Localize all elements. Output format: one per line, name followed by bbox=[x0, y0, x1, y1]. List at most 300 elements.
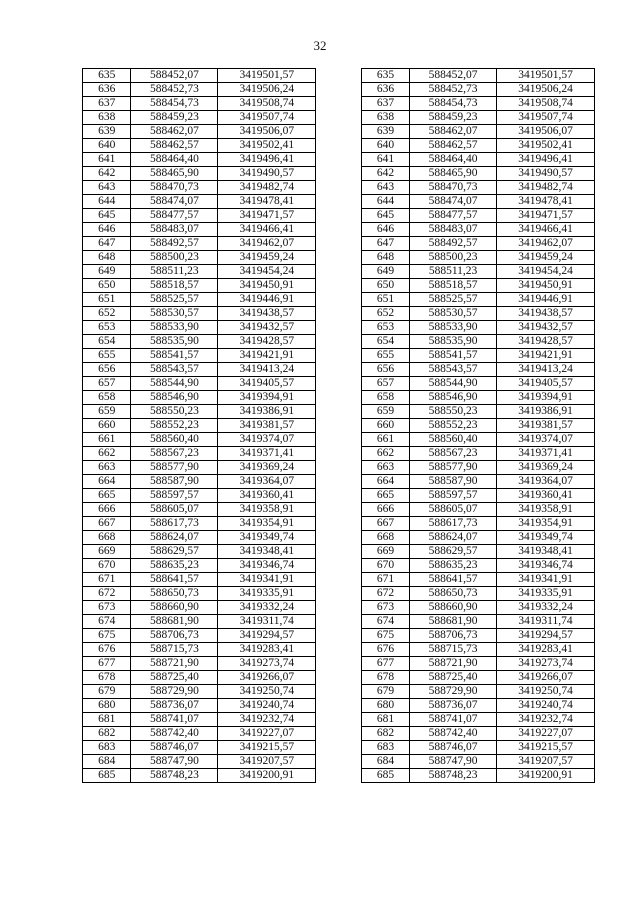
right-x-coordinate-cell: 588470,73 bbox=[410, 181, 497, 195]
left-point-number-cell: 663 bbox=[83, 461, 131, 475]
right-point-number-cell: 668 bbox=[361, 531, 409, 545]
left-y-coordinate-cell: 3419459,24 bbox=[218, 251, 316, 265]
right-x-coordinate-cell: 588597,57 bbox=[410, 489, 497, 503]
right-y-coordinate-cell: 3419405,57 bbox=[497, 377, 595, 391]
right-y-coordinate-cell: 3419227,07 bbox=[497, 727, 595, 741]
right-point-number-cell: 669 bbox=[361, 545, 409, 559]
right-y-coordinate-cell: 3419466,41 bbox=[497, 223, 595, 237]
left-y-coordinate-cell: 3419471,57 bbox=[218, 209, 316, 223]
left-point-number-cell: 645 bbox=[83, 209, 131, 223]
column-gap bbox=[316, 657, 361, 671]
right-point-number-cell: 676 bbox=[361, 643, 409, 657]
right-x-coordinate-cell: 588624,07 bbox=[410, 531, 497, 545]
left-x-coordinate-cell: 588530,57 bbox=[131, 307, 218, 321]
left-x-coordinate-cell: 588552,23 bbox=[131, 419, 218, 433]
left-x-coordinate-cell: 588454,73 bbox=[131, 97, 218, 111]
left-point-number-cell: 681 bbox=[83, 713, 131, 727]
left-x-coordinate-cell: 588715,73 bbox=[131, 643, 218, 657]
right-x-coordinate-cell: 588552,23 bbox=[410, 419, 497, 433]
table-row bbox=[83, 629, 595, 643]
left-point-number-cell: 665 bbox=[83, 489, 131, 503]
right-point-number-cell: 662 bbox=[361, 447, 409, 461]
left-x-coordinate-cell: 588567,23 bbox=[131, 447, 218, 461]
table-row bbox=[83, 419, 595, 433]
right-y-coordinate-cell: 3419446,91 bbox=[497, 293, 595, 307]
right-point-number-cell: 648 bbox=[361, 251, 409, 265]
left-point-number-cell: 668 bbox=[83, 531, 131, 545]
left-x-coordinate-cell: 588483,07 bbox=[131, 223, 218, 237]
right-y-coordinate-cell: 3419413,24 bbox=[497, 363, 595, 377]
right-point-number-cell: 656 bbox=[361, 363, 409, 377]
column-gap bbox=[316, 559, 361, 573]
left-x-coordinate-cell: 588597,57 bbox=[131, 489, 218, 503]
right-y-coordinate-cell: 3419506,24 bbox=[497, 83, 595, 97]
column-gap bbox=[316, 321, 361, 335]
right-y-coordinate-cell: 3419200,91 bbox=[497, 769, 595, 783]
right-x-coordinate-cell: 588462,07 bbox=[410, 125, 497, 139]
column-gap bbox=[316, 69, 361, 83]
right-point-number-cell: 674 bbox=[361, 615, 409, 629]
right-point-number-cell: 671 bbox=[361, 573, 409, 587]
table-row bbox=[83, 335, 595, 349]
table-row bbox=[83, 461, 595, 475]
column-gap bbox=[316, 293, 361, 307]
left-x-coordinate-cell: 588462,07 bbox=[131, 125, 218, 139]
left-y-coordinate-cell: 3419394,91 bbox=[218, 391, 316, 405]
left-point-number-cell: 669 bbox=[83, 545, 131, 559]
left-point-number-cell: 657 bbox=[83, 377, 131, 391]
right-y-coordinate-cell: 3419507,74 bbox=[497, 111, 595, 125]
right-point-number-cell: 635 bbox=[361, 69, 409, 83]
left-point-number-cell: 677 bbox=[83, 657, 131, 671]
left-point-number-cell: 682 bbox=[83, 727, 131, 741]
right-x-coordinate-cell: 588715,73 bbox=[410, 643, 497, 657]
left-point-number-cell: 675 bbox=[83, 629, 131, 643]
right-x-coordinate-cell: 588641,57 bbox=[410, 573, 497, 587]
column-gap bbox=[316, 335, 361, 349]
table-row bbox=[83, 349, 595, 363]
left-y-coordinate-cell: 3419478,41 bbox=[218, 195, 316, 209]
left-x-coordinate-cell: 588464,40 bbox=[131, 153, 218, 167]
coordinates-table bbox=[82, 68, 595, 783]
right-x-coordinate-cell: 588736,07 bbox=[410, 699, 497, 713]
left-point-number-cell: 662 bbox=[83, 447, 131, 461]
left-y-coordinate-cell: 3419332,24 bbox=[218, 601, 316, 615]
right-x-coordinate-cell: 588543,57 bbox=[410, 363, 497, 377]
left-x-coordinate-cell: 588577,90 bbox=[131, 461, 218, 475]
left-y-coordinate-cell: 3419266,07 bbox=[218, 671, 316, 685]
left-x-coordinate-cell: 588518,57 bbox=[131, 279, 218, 293]
right-y-coordinate-cell: 3419266,07 bbox=[497, 671, 595, 685]
left-y-coordinate-cell: 3419506,07 bbox=[218, 125, 316, 139]
right-y-coordinate-cell: 3419294,57 bbox=[497, 629, 595, 643]
left-y-coordinate-cell: 3419438,57 bbox=[218, 307, 316, 321]
right-y-coordinate-cell: 3419348,41 bbox=[497, 545, 595, 559]
left-y-coordinate-cell: 3419341,91 bbox=[218, 573, 316, 587]
left-y-coordinate-cell: 3419496,41 bbox=[218, 153, 316, 167]
left-x-coordinate-cell: 588629,57 bbox=[131, 545, 218, 559]
table-row bbox=[83, 307, 595, 321]
table-row bbox=[83, 181, 595, 195]
right-point-number-cell: 660 bbox=[361, 419, 409, 433]
column-gap bbox=[316, 741, 361, 755]
table-row bbox=[83, 489, 595, 503]
column-gap bbox=[316, 461, 361, 475]
right-x-coordinate-cell: 588452,73 bbox=[410, 83, 497, 97]
table-row bbox=[83, 531, 595, 545]
left-point-number-cell: 674 bbox=[83, 615, 131, 629]
right-x-coordinate-cell: 588459,23 bbox=[410, 111, 497, 125]
right-x-coordinate-cell: 588560,40 bbox=[410, 433, 497, 447]
left-point-number-cell: 678 bbox=[83, 671, 131, 685]
left-point-number-cell: 660 bbox=[83, 419, 131, 433]
right-x-coordinate-cell: 588681,90 bbox=[410, 615, 497, 629]
left-y-coordinate-cell: 3419358,91 bbox=[218, 503, 316, 517]
table-row bbox=[83, 405, 595, 419]
left-x-coordinate-cell: 588746,07 bbox=[131, 741, 218, 755]
right-x-coordinate-cell: 588587,90 bbox=[410, 475, 497, 489]
right-y-coordinate-cell: 3419232,74 bbox=[497, 713, 595, 727]
column-gap bbox=[316, 111, 361, 125]
right-point-number-cell: 647 bbox=[361, 237, 409, 251]
left-x-coordinate-cell: 588535,90 bbox=[131, 335, 218, 349]
table-row bbox=[83, 209, 595, 223]
right-y-coordinate-cell: 3419438,57 bbox=[497, 307, 595, 321]
right-point-number-cell: 651 bbox=[361, 293, 409, 307]
column-gap bbox=[316, 489, 361, 503]
left-y-coordinate-cell: 3419273,74 bbox=[218, 657, 316, 671]
table-row bbox=[83, 363, 595, 377]
left-point-number-cell: 642 bbox=[83, 167, 131, 181]
right-x-coordinate-cell: 588605,07 bbox=[410, 503, 497, 517]
left-x-coordinate-cell: 588462,57 bbox=[131, 139, 218, 153]
right-point-number-cell: 658 bbox=[361, 391, 409, 405]
left-point-number-cell: 656 bbox=[83, 363, 131, 377]
right-y-coordinate-cell: 3419421,91 bbox=[497, 349, 595, 363]
column-gap bbox=[316, 517, 361, 531]
left-point-number-cell: 670 bbox=[83, 559, 131, 573]
left-x-coordinate-cell: 588452,07 bbox=[131, 69, 218, 83]
table-row bbox=[83, 265, 595, 279]
left-y-coordinate-cell: 3419446,91 bbox=[218, 293, 316, 307]
right-point-number-cell: 685 bbox=[361, 769, 409, 783]
left-x-coordinate-cell: 588465,90 bbox=[131, 167, 218, 181]
table-row bbox=[83, 769, 595, 783]
column-gap bbox=[316, 405, 361, 419]
right-y-coordinate-cell: 3419360,41 bbox=[497, 489, 595, 503]
left-point-number-cell: 648 bbox=[83, 251, 131, 265]
left-x-coordinate-cell: 588706,73 bbox=[131, 629, 218, 643]
table-row bbox=[83, 685, 595, 699]
right-y-coordinate-cell: 3419283,41 bbox=[497, 643, 595, 657]
right-x-coordinate-cell: 588452,07 bbox=[410, 69, 497, 83]
left-point-number-cell: 646 bbox=[83, 223, 131, 237]
left-x-coordinate-cell: 588605,07 bbox=[131, 503, 218, 517]
column-gap bbox=[316, 503, 361, 517]
right-point-number-cell: 672 bbox=[361, 587, 409, 601]
right-y-coordinate-cell: 3419450,91 bbox=[497, 279, 595, 293]
column-gap bbox=[316, 83, 361, 97]
right-point-number-cell: 667 bbox=[361, 517, 409, 531]
left-y-coordinate-cell: 3419413,24 bbox=[218, 363, 316, 377]
left-y-coordinate-cell: 3419462,07 bbox=[218, 237, 316, 251]
left-y-coordinate-cell: 3419354,91 bbox=[218, 517, 316, 531]
left-y-coordinate-cell: 3419490,57 bbox=[218, 167, 316, 181]
left-y-coordinate-cell: 3419374,07 bbox=[218, 433, 316, 447]
column-gap bbox=[316, 601, 361, 615]
left-x-coordinate-cell: 588550,23 bbox=[131, 405, 218, 419]
right-y-coordinate-cell: 3419459,24 bbox=[497, 251, 595, 265]
left-x-coordinate-cell: 588477,57 bbox=[131, 209, 218, 223]
right-x-coordinate-cell: 588462,57 bbox=[410, 139, 497, 153]
left-y-coordinate-cell: 3419506,24 bbox=[218, 83, 316, 97]
right-y-coordinate-cell: 3419346,74 bbox=[497, 559, 595, 573]
right-y-coordinate-cell: 3419335,91 bbox=[497, 587, 595, 601]
column-gap bbox=[316, 573, 361, 587]
right-point-number-cell: 640 bbox=[361, 139, 409, 153]
right-y-coordinate-cell: 3419502,41 bbox=[497, 139, 595, 153]
left-point-number-cell: 635 bbox=[83, 69, 131, 83]
column-gap bbox=[316, 587, 361, 601]
right-x-coordinate-cell: 588567,23 bbox=[410, 447, 497, 461]
left-x-coordinate-cell: 588742,40 bbox=[131, 727, 218, 741]
left-x-coordinate-cell: 588681,90 bbox=[131, 615, 218, 629]
table-row bbox=[83, 167, 595, 181]
column-gap bbox=[316, 475, 361, 489]
table-row bbox=[83, 223, 595, 237]
left-x-coordinate-cell: 588741,07 bbox=[131, 713, 218, 727]
left-x-coordinate-cell: 588546,90 bbox=[131, 391, 218, 405]
left-y-coordinate-cell: 3419227,07 bbox=[218, 727, 316, 741]
right-point-number-cell: 664 bbox=[361, 475, 409, 489]
left-point-number-cell: 636 bbox=[83, 83, 131, 97]
left-y-coordinate-cell: 3419207,57 bbox=[218, 755, 316, 769]
left-x-coordinate-cell: 588525,57 bbox=[131, 293, 218, 307]
left-y-coordinate-cell: 3419349,74 bbox=[218, 531, 316, 545]
right-x-coordinate-cell: 588629,57 bbox=[410, 545, 497, 559]
left-y-coordinate-cell: 3419250,74 bbox=[218, 685, 316, 699]
left-point-number-cell: 680 bbox=[83, 699, 131, 713]
left-point-number-cell: 658 bbox=[83, 391, 131, 405]
right-point-number-cell: 638 bbox=[361, 111, 409, 125]
column-gap bbox=[316, 209, 361, 223]
right-point-number-cell: 657 bbox=[361, 377, 409, 391]
right-y-coordinate-cell: 3419506,07 bbox=[497, 125, 595, 139]
table-row bbox=[83, 699, 595, 713]
column-gap bbox=[316, 447, 361, 461]
column-gap bbox=[316, 125, 361, 139]
right-point-number-cell: 649 bbox=[361, 265, 409, 279]
column-gap bbox=[316, 195, 361, 209]
right-x-coordinate-cell: 588650,73 bbox=[410, 587, 497, 601]
table-row bbox=[83, 97, 595, 111]
right-point-number-cell: 665 bbox=[361, 489, 409, 503]
right-x-coordinate-cell: 588464,40 bbox=[410, 153, 497, 167]
table-row bbox=[83, 279, 595, 293]
right-y-coordinate-cell: 3419341,91 bbox=[497, 573, 595, 587]
right-x-coordinate-cell: 588465,90 bbox=[410, 167, 497, 181]
left-x-coordinate-cell: 588500,23 bbox=[131, 251, 218, 265]
page-number: 32 bbox=[313, 38, 327, 53]
column-gap bbox=[316, 419, 361, 433]
right-y-coordinate-cell: 3419354,91 bbox=[497, 517, 595, 531]
right-y-coordinate-cell: 3419462,07 bbox=[497, 237, 595, 251]
left-x-coordinate-cell: 588748,23 bbox=[131, 769, 218, 783]
table-row bbox=[83, 83, 595, 97]
left-y-coordinate-cell: 3419428,57 bbox=[218, 335, 316, 349]
left-point-number-cell: 638 bbox=[83, 111, 131, 125]
left-y-coordinate-cell: 3419215,57 bbox=[218, 741, 316, 755]
left-x-coordinate-cell: 588544,90 bbox=[131, 377, 218, 391]
left-point-number-cell: 650 bbox=[83, 279, 131, 293]
left-y-coordinate-cell: 3419360,41 bbox=[218, 489, 316, 503]
left-y-coordinate-cell: 3419283,41 bbox=[218, 643, 316, 657]
right-point-number-cell: 645 bbox=[361, 209, 409, 223]
right-point-number-cell: 681 bbox=[361, 713, 409, 727]
right-x-coordinate-cell: 588533,90 bbox=[410, 321, 497, 335]
right-x-coordinate-cell: 588483,07 bbox=[410, 223, 497, 237]
table-row bbox=[83, 503, 595, 517]
column-gap bbox=[316, 307, 361, 321]
right-x-coordinate-cell: 588525,57 bbox=[410, 293, 497, 307]
left-y-coordinate-cell: 3419294,57 bbox=[218, 629, 316, 643]
right-x-coordinate-cell: 588725,40 bbox=[410, 671, 497, 685]
column-gap bbox=[316, 769, 361, 783]
column-gap bbox=[316, 251, 361, 265]
left-point-number-cell: 679 bbox=[83, 685, 131, 699]
column-gap bbox=[316, 699, 361, 713]
right-y-coordinate-cell: 3419454,24 bbox=[497, 265, 595, 279]
right-point-number-cell: 650 bbox=[361, 279, 409, 293]
table-row bbox=[83, 559, 595, 573]
column-gap bbox=[316, 153, 361, 167]
left-point-number-cell: 672 bbox=[83, 587, 131, 601]
left-x-coordinate-cell: 588725,40 bbox=[131, 671, 218, 685]
right-y-coordinate-cell: 3419508,74 bbox=[497, 97, 595, 111]
right-point-number-cell: 683 bbox=[361, 741, 409, 755]
left-x-coordinate-cell: 588511,23 bbox=[131, 265, 218, 279]
right-x-coordinate-cell: 588546,90 bbox=[410, 391, 497, 405]
column-gap bbox=[316, 685, 361, 699]
left-x-coordinate-cell: 588470,73 bbox=[131, 181, 218, 195]
left-x-coordinate-cell: 588459,23 bbox=[131, 111, 218, 125]
left-y-coordinate-cell: 3419501,57 bbox=[218, 69, 316, 83]
right-point-number-cell: 641 bbox=[361, 153, 409, 167]
right-point-number-cell: 644 bbox=[361, 195, 409, 209]
left-y-coordinate-cell: 3419364,07 bbox=[218, 475, 316, 489]
right-point-number-cell: 678 bbox=[361, 671, 409, 685]
right-y-coordinate-cell: 3419432,57 bbox=[497, 321, 595, 335]
right-point-number-cell: 679 bbox=[361, 685, 409, 699]
right-x-coordinate-cell: 588706,73 bbox=[410, 629, 497, 643]
left-x-coordinate-cell: 588587,90 bbox=[131, 475, 218, 489]
right-x-coordinate-cell: 588617,73 bbox=[410, 517, 497, 531]
left-y-coordinate-cell: 3419240,74 bbox=[218, 699, 316, 713]
right-point-number-cell: 675 bbox=[361, 629, 409, 643]
column-gap bbox=[316, 181, 361, 195]
left-point-number-cell: 676 bbox=[83, 643, 131, 657]
left-point-number-cell: 666 bbox=[83, 503, 131, 517]
right-y-coordinate-cell: 3419332,24 bbox=[497, 601, 595, 615]
left-x-coordinate-cell: 588650,73 bbox=[131, 587, 218, 601]
right-x-coordinate-cell: 588477,57 bbox=[410, 209, 497, 223]
left-y-coordinate-cell: 3419502,41 bbox=[218, 139, 316, 153]
right-x-coordinate-cell: 588535,90 bbox=[410, 335, 497, 349]
right-y-coordinate-cell: 3419240,74 bbox=[497, 699, 595, 713]
right-y-coordinate-cell: 3419374,07 bbox=[497, 433, 595, 447]
left-y-coordinate-cell: 3419232,74 bbox=[218, 713, 316, 727]
right-point-number-cell: 680 bbox=[361, 699, 409, 713]
left-y-coordinate-cell: 3419200,91 bbox=[218, 769, 316, 783]
left-y-coordinate-cell: 3419454,24 bbox=[218, 265, 316, 279]
left-point-number-cell: 652 bbox=[83, 307, 131, 321]
left-x-coordinate-cell: 588541,57 bbox=[131, 349, 218, 363]
right-point-number-cell: 643 bbox=[361, 181, 409, 195]
left-point-number-cell: 637 bbox=[83, 97, 131, 111]
left-y-coordinate-cell: 3419346,74 bbox=[218, 559, 316, 573]
table-row bbox=[83, 601, 595, 615]
left-point-number-cell: 659 bbox=[83, 405, 131, 419]
left-x-coordinate-cell: 588474,07 bbox=[131, 195, 218, 209]
right-x-coordinate-cell: 588454,73 bbox=[410, 97, 497, 111]
right-x-coordinate-cell: 588741,07 bbox=[410, 713, 497, 727]
left-y-coordinate-cell: 3419507,74 bbox=[218, 111, 316, 125]
right-x-coordinate-cell: 588544,90 bbox=[410, 377, 497, 391]
column-gap bbox=[316, 713, 361, 727]
table-row bbox=[83, 741, 595, 755]
column-gap bbox=[316, 433, 361, 447]
column-gap bbox=[316, 615, 361, 629]
right-y-coordinate-cell: 3419482,74 bbox=[497, 181, 595, 195]
left-x-coordinate-cell: 588660,90 bbox=[131, 601, 218, 615]
column-gap bbox=[316, 363, 361, 377]
column-gap bbox=[316, 139, 361, 153]
left-point-number-cell: 640 bbox=[83, 139, 131, 153]
left-x-coordinate-cell: 588543,57 bbox=[131, 363, 218, 377]
right-point-number-cell: 661 bbox=[361, 433, 409, 447]
table-row bbox=[83, 433, 595, 447]
column-gap bbox=[316, 223, 361, 237]
table-row bbox=[83, 657, 595, 671]
column-gap bbox=[316, 545, 361, 559]
right-x-coordinate-cell: 588511,23 bbox=[410, 265, 497, 279]
table-row bbox=[83, 587, 595, 601]
right-point-number-cell: 646 bbox=[361, 223, 409, 237]
table-row bbox=[83, 391, 595, 405]
left-point-number-cell: 653 bbox=[83, 321, 131, 335]
right-y-coordinate-cell: 3419478,41 bbox=[497, 195, 595, 209]
right-x-coordinate-cell: 588742,40 bbox=[410, 727, 497, 741]
right-x-coordinate-cell: 588635,23 bbox=[410, 559, 497, 573]
right-y-coordinate-cell: 3419496,41 bbox=[497, 153, 595, 167]
right-point-number-cell: 677 bbox=[361, 657, 409, 671]
table-row bbox=[83, 111, 595, 125]
left-point-number-cell: 661 bbox=[83, 433, 131, 447]
table-row bbox=[83, 573, 595, 587]
left-point-number-cell: 685 bbox=[83, 769, 131, 783]
table-row bbox=[83, 153, 595, 167]
right-y-coordinate-cell: 3419501,57 bbox=[497, 69, 595, 83]
right-x-coordinate-cell: 588530,57 bbox=[410, 307, 497, 321]
left-y-coordinate-cell: 3419381,57 bbox=[218, 419, 316, 433]
left-x-coordinate-cell: 588736,07 bbox=[131, 699, 218, 713]
table-row bbox=[83, 713, 595, 727]
right-point-number-cell: 639 bbox=[361, 125, 409, 139]
left-point-number-cell: 651 bbox=[83, 293, 131, 307]
left-point-number-cell: 673 bbox=[83, 601, 131, 615]
left-y-coordinate-cell: 3419482,74 bbox=[218, 181, 316, 195]
table-row bbox=[83, 293, 595, 307]
